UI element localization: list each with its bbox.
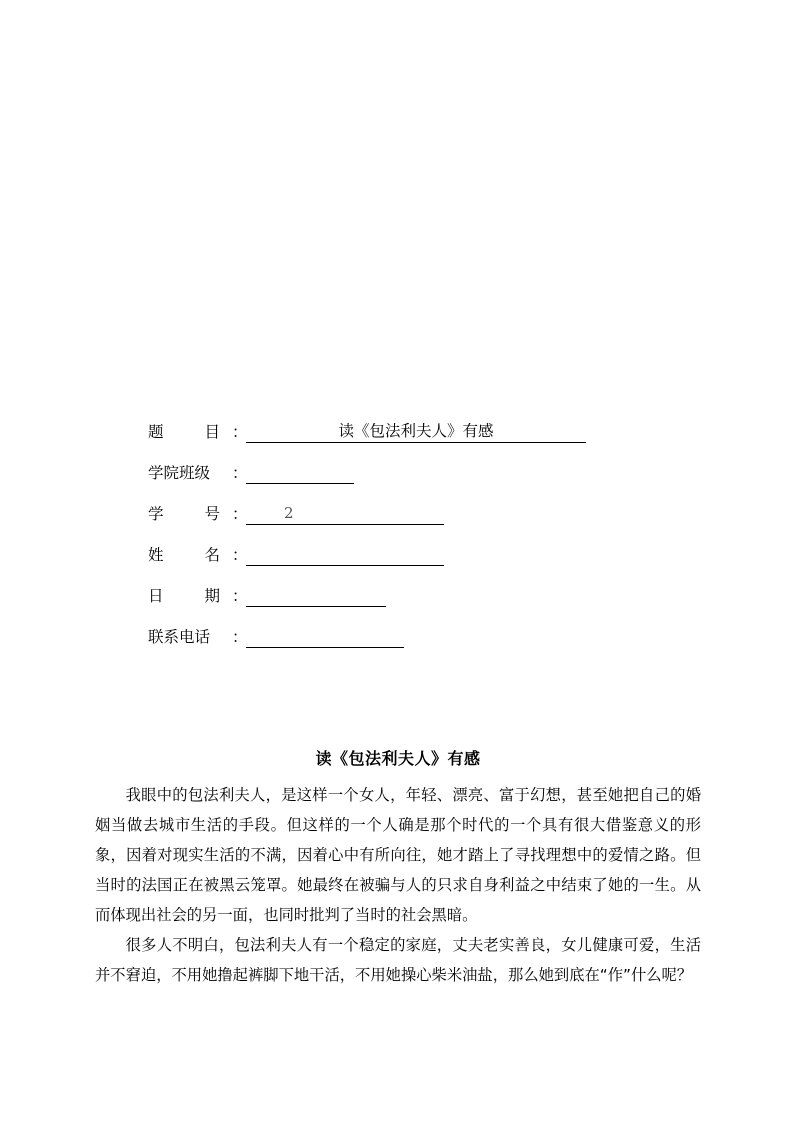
form-label-title	[148, 421, 246, 443]
form-field-date[interactable]	[246, 585, 386, 607]
form-label-title-tail: 目	[204, 423, 220, 441]
form-label-phone-main: 联系电话	[148, 628, 211, 646]
form-row-phone	[148, 619, 618, 648]
form-label-student-id-tail: 号	[204, 505, 220, 523]
form-label-name-tail: 名	[204, 546, 220, 564]
form-label-date-colon: ：	[232, 587, 248, 605]
essay-paragraph-1: 我眼中的包法利夫人，是这样一个女人，年轻、漂亮、富于幻想，甚至她把自己的婚姻当做去城市生活的手段。但这样的一个人确是那个时代的一个具有很大借鉴意义的形象，因着对现实生活的不满，因着心中有所向往，她才踏上了寻找理想中的爱情之路。但当时的法国正在被黑云笼罩。她最终在被骗与人的只求自身利益之中结束了她的一生。从而体现出社会的另一面，也同时批判了当时的社会黑暗。	[95, 786, 701, 924]
form-label-title-colon: ：	[232, 423, 248, 441]
form-label-date-tail: 期	[204, 587, 220, 605]
form-label-date	[148, 585, 246, 607]
form-row-student-id	[148, 496, 618, 525]
form-label-name-colon: ：	[232, 546, 248, 564]
form-label-name	[148, 544, 246, 566]
form-field-class[interactable]	[246, 462, 354, 484]
form-field-student-id[interactable]	[246, 503, 444, 525]
form-label-class	[148, 462, 246, 484]
form-row-date	[148, 578, 618, 607]
cover-form	[148, 414, 618, 660]
form-label-date-main: 日	[148, 587, 164, 605]
essay-paragraph-2: 很多人不明白，包法利夫人有一个稳定的家庭，丈夫老实善良，女儿健康可爱，生活并不窘迫，不用她撸起裤脚下地干活，不用她操心柴米油盐，那么她到底在“作”什么呢？	[95, 936, 701, 984]
form-label-student-id	[148, 503, 246, 525]
form-label-class-colon: ：	[232, 464, 248, 482]
form-label-class-main: 学院班级	[148, 464, 211, 482]
essay-body	[95, 745, 701, 990]
form-value-title: 读《包法利夫人》有感	[338, 422, 494, 440]
form-label-name-main: 姓	[148, 546, 164, 564]
form-label-title-main: 题	[148, 423, 164, 441]
form-field-name[interactable]	[246, 544, 444, 566]
form-row-name	[148, 537, 618, 566]
essay-title: 读《包法利夫人》有感	[315, 749, 481, 768]
form-value-student-id: 2	[284, 504, 294, 522]
form-field-phone[interactable]	[246, 626, 404, 648]
form-row-title	[148, 414, 618, 443]
form-label-student-id-main: 学	[148, 505, 164, 523]
form-label-phone-colon: ：	[232, 628, 248, 646]
form-row-class	[148, 455, 618, 484]
form-field-title[interactable]	[246, 421, 586, 443]
form-label-phone	[148, 626, 246, 648]
form-label-student-id-colon: ：	[232, 505, 248, 523]
